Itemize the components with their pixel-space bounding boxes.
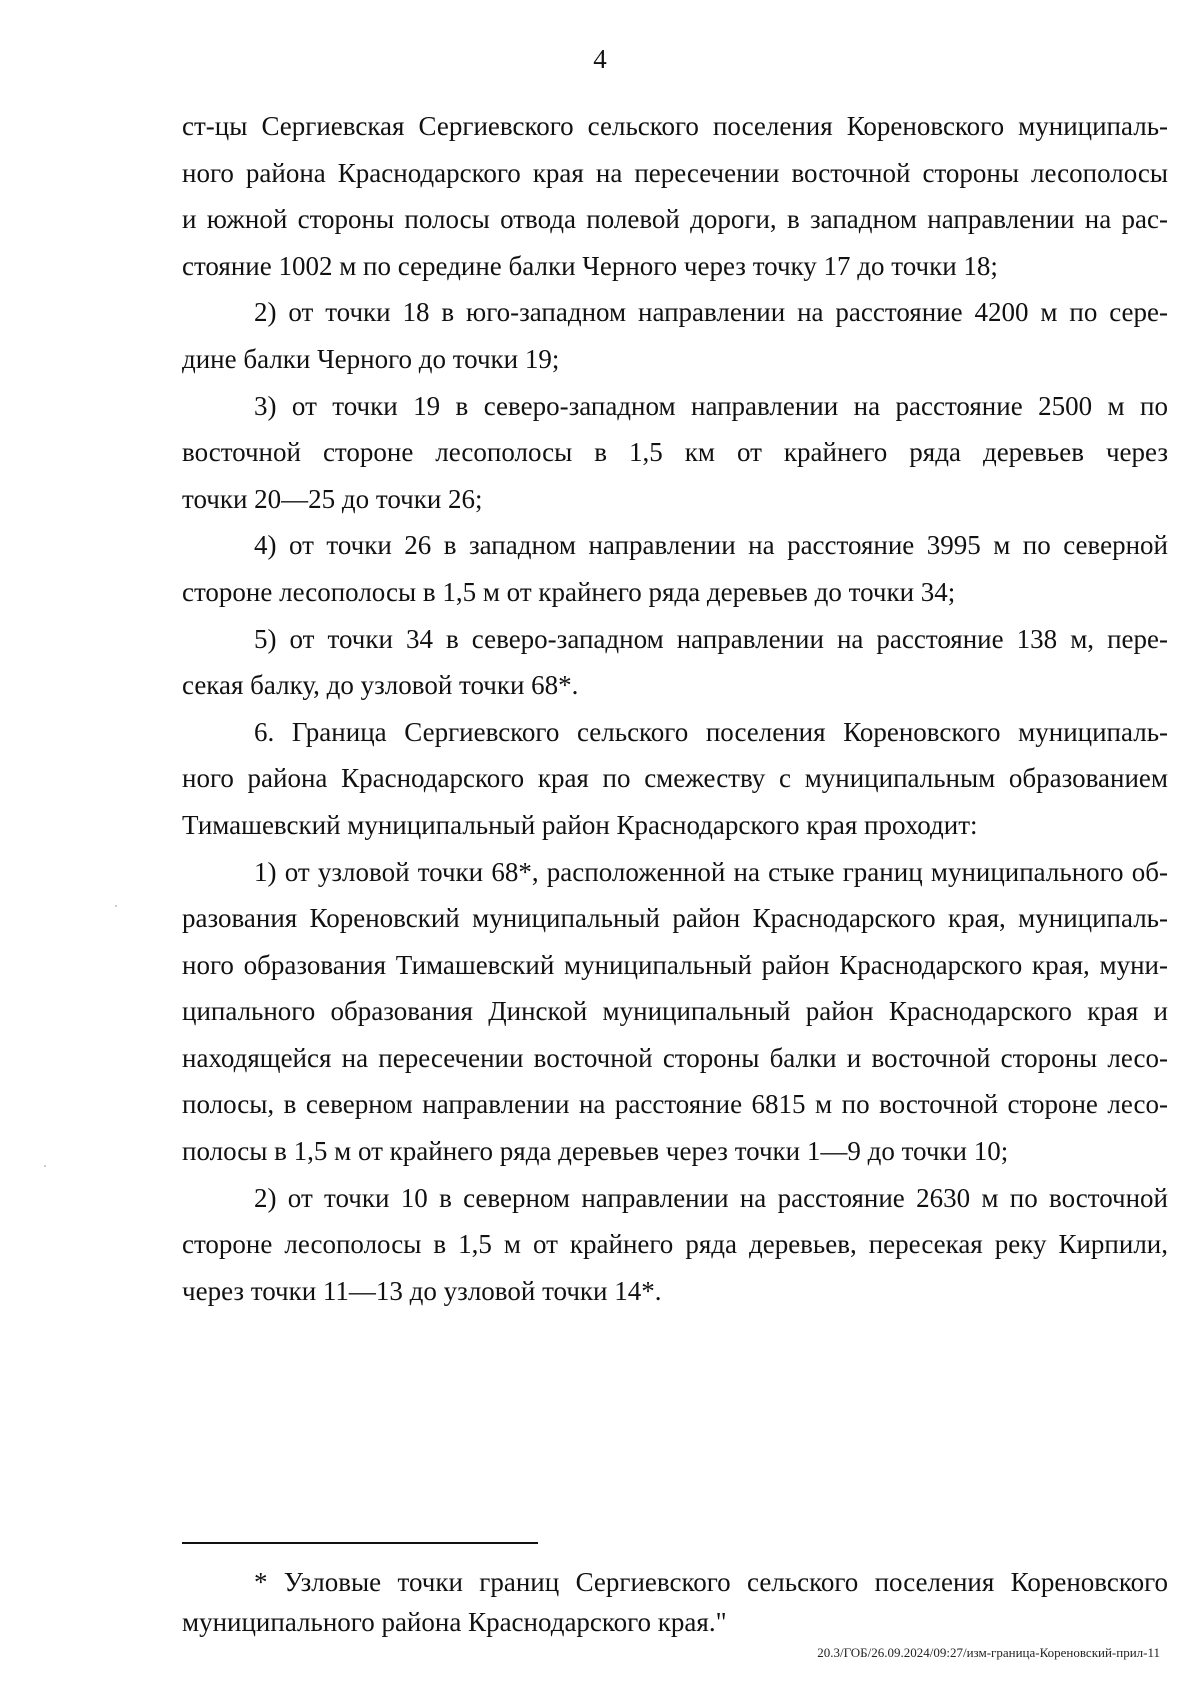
text-line: секая балку, до узловой точки 68*.	[182, 670, 579, 701]
scan-speck	[115, 905, 117, 907]
text-line: Тимашевский муниципальный район Краснодарского края проходит:	[182, 809, 978, 840]
text-line: 1) от узловой точки 68*, расположенной на стыке границ муниципального об-	[254, 856, 1168, 887]
text-line: и южной стороны полосы отвода полевой дороги, в западном направлении на рас-	[182, 204, 1168, 235]
text-line: полосы, в северном направлении на расстояние 6815 м по восточной стороне лесо-	[182, 1089, 1168, 1120]
text-line: ного района Краснодарского края на пересечении восточной стороны лесополосы	[182, 157, 1168, 188]
text-line: полосы в 1,5 м от крайнего ряда деревьев через точки 1—9 до точки 10;	[182, 1136, 1009, 1167]
text-line: ного образования Тимашевский муниципальный район Краснодарского края, муни-	[182, 949, 1168, 980]
text-line: ного района Краснодарского края по смежеству с муниципальным образованием	[182, 763, 1168, 794]
document-code: 20.3/ГОБ/26.09.2024/09:27/изм-граница-Кореновский-прил-11	[817, 1645, 1160, 1660]
text-line: разования Кореновский муниципальный район Краснодарского края, муниципаль-	[182, 903, 1168, 934]
footnote-divider	[182, 1542, 538, 1544]
text-line: муниципального района Краснодарского края."	[182, 1607, 727, 1637]
page-number: 4	[593, 44, 607, 74]
scan-speck	[44, 1165, 46, 1167]
text-line: стояние 1002 м по середине балки Черного через точку 17 до точки 18;	[182, 250, 998, 281]
text-line: 4) от точки 26 в западном направлении на расстояние 3995 м по северной	[254, 530, 1168, 561]
footnote	[182, 1562, 1168, 1642]
text-line: находящейся на пересечении восточной стороны балки и восточной стороны лесо-	[182, 1042, 1168, 1073]
text-line: стороне лесополосы в 1,5 м от крайнего ряда деревьев до точки 34;	[182, 576, 956, 607]
text-line: 5) от точки 34 в северо-западном направлении на расстояние 138 м, пере-	[254, 623, 1168, 654]
text-line: 2) от точки 10 в северном направлении на расстояние 2630 м по восточной	[254, 1182, 1168, 1213]
text-line: ст-цы Сергиевская Сергиевского сельского поселения Кореновского муниципаль-	[182, 111, 1168, 141]
text-line: восточной стороне лесополосы в 1,5 км от крайнего ряда деревьев через	[182, 437, 1168, 468]
text-line: 3) от точки 19 в северо-западном направлении на расстояние 2500 м по	[254, 390, 1168, 421]
text-line: дине балки Черного до точки 19;	[182, 343, 560, 374]
text-line: стороне лесополосы в 1,5 м от крайнего ряда деревьев, пересекая реку Кирпили,	[182, 1229, 1168, 1260]
text-line: через точки 11—13 до узловой точки 14*.	[182, 1275, 662, 1306]
body-text	[182, 103, 1168, 1314]
text-line: 2) от точки 18 в юго-западном направлении на расстояние 4200 м по сере-	[254, 297, 1168, 328]
text-line: * Узловые точки границ Сергиевского сельского поселения Кореновского	[254, 1567, 1168, 1597]
text-line: ципального образования Динской муниципальный район Краснодарского края и	[182, 996, 1168, 1027]
text-line: 6. Граница Сергиевского сельского поселения Кореновского муниципаль-	[254, 716, 1168, 747]
text-line: точки 20—25 до точки 26;	[182, 483, 483, 514]
